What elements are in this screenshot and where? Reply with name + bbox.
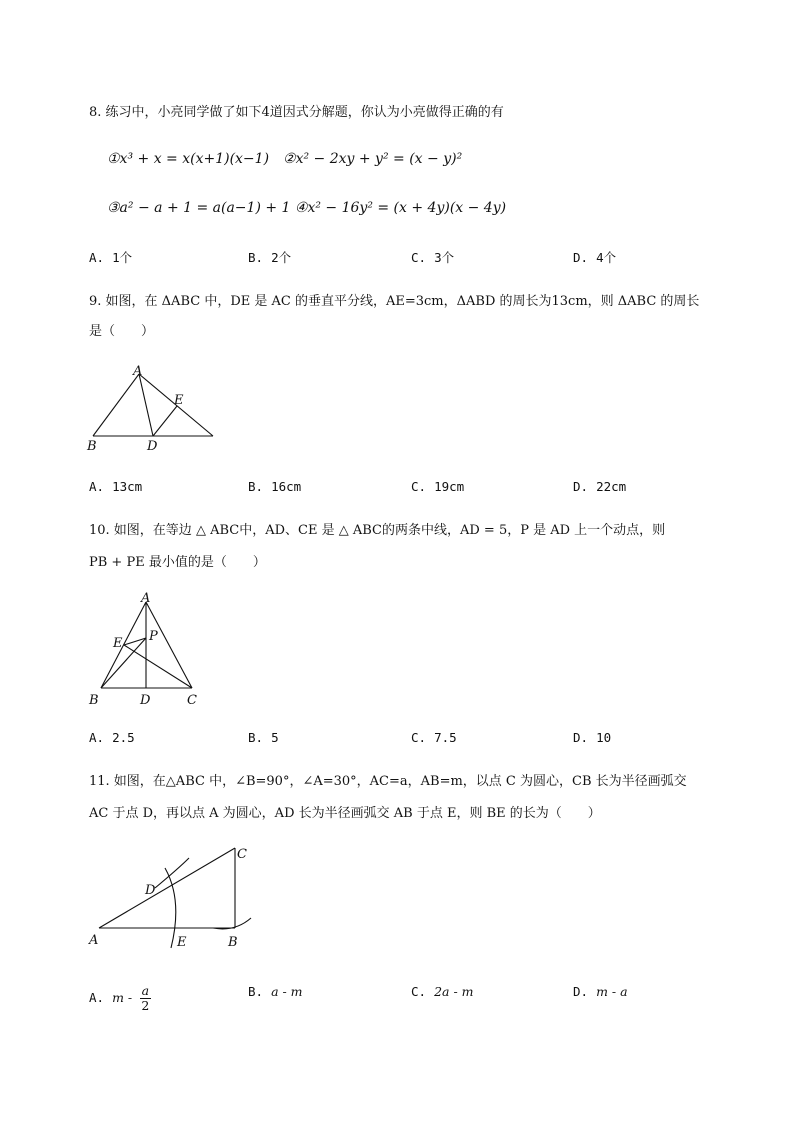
question-10-stem-line-1: 10. 如图，在等边 △ ABC中，AD、CE 是 △ ABC的两条中线，AD = 5，P 是 AD 上一个动点，则 <box>89 523 666 538</box>
q11-label-d: D <box>145 883 156 898</box>
q11-label-e: E <box>177 935 187 950</box>
q10-label-c: C <box>187 693 197 708</box>
q9-label-a: A <box>133 364 143 379</box>
question-10-option-c[interactable]: C. 7.5 <box>411 730 457 745</box>
question-9-figure <box>85 362 225 457</box>
q11-label-a: A <box>89 933 99 948</box>
q10-label-b: B <box>89 693 99 708</box>
q10-label-p: P <box>149 629 158 644</box>
q9-label-b: B <box>87 439 97 454</box>
question-8-option-b[interactable]: B. 2个 <box>248 250 292 265</box>
question-10-option-b[interactable]: B. 5 <box>248 730 279 745</box>
question-11-stem-line-1: 11. 如图，在△ABC 中，∠B=90°，∠A=30°，AC=a，AB=m，以点 C 为圆心，CB 长为半径画弧交 <box>89 774 687 789</box>
question-11-option-a[interactable]: A. m - $\frac{a}{2}$ <box>89 983 150 1013</box>
question-11-figure <box>85 838 275 953</box>
question-9-stem-line-1: 9. 如图，在 ΔABC 中，DE 是 AC 的垂直平分线，AE=3cm，ΔABD 的周长为13cm，则 ΔABC 的周长 <box>89 294 700 309</box>
question-8-stem: 8. 练习中，小亮同学做了如下4道因式分解题，你认为小亮做得正确的有 <box>89 105 504 120</box>
q10-label-d: D <box>140 693 151 708</box>
question-10-option-a[interactable]: A. 2.5 <box>89 730 135 745</box>
question-8-option-d[interactable]: D. 4个 <box>573 250 617 265</box>
q9-label-e: E <box>174 393 184 408</box>
question-8-formula-line-1: ①x³ + x = x(x+1)(x−1) ②x² − 2xy + y² = (x − y)² <box>107 151 463 167</box>
question-8-option-a[interactable]: A. 1个 <box>89 250 133 265</box>
q10-label-e: E <box>113 636 123 651</box>
q9-label-d: D <box>147 439 158 454</box>
question-10-option-d[interactable]: D. 10 <box>573 730 612 745</box>
q11-label-b: B <box>228 935 238 950</box>
question-11-option-c[interactable]: C. 2a - m <box>411 984 474 999</box>
question-9-stem-line-2: 是（ ） <box>89 324 155 339</box>
question-9-option-a[interactable]: A. 13cm <box>89 479 143 494</box>
question-10-stem-line-2: PB + PE 最小值的是（ ） <box>89 555 266 570</box>
question-10-figure <box>85 588 215 710</box>
question-9-option-d[interactable]: D. 22cm <box>573 479 627 494</box>
question-8-option-c[interactable]: C. 3个 <box>411 250 455 265</box>
q11-label-c: C <box>237 847 247 862</box>
question-9-option-b[interactable]: B. 16cm <box>248 479 302 494</box>
question-9-option-c[interactable]: C. 19cm <box>411 479 465 494</box>
q10-label-a: A <box>141 591 151 606</box>
question-8-formula-line-2: ③a² − a + 1 = a(a−1) + 1 ④x² − 16y² = (x + 4y)(x − 4y) <box>107 200 507 216</box>
question-11-option-b[interactable]: B. a - m <box>248 984 303 999</box>
fraction-a-over-2: $\frac{a}{2}$ <box>141 983 150 1013</box>
question-11-option-d[interactable]: D. m - a <box>573 984 628 999</box>
question-11-stem-line-2: AC 于点 D，再以点 A 为圆心，AD 长为半径画弧交 AB 于点 E，则 BE 的长为（ ） <box>89 806 601 821</box>
